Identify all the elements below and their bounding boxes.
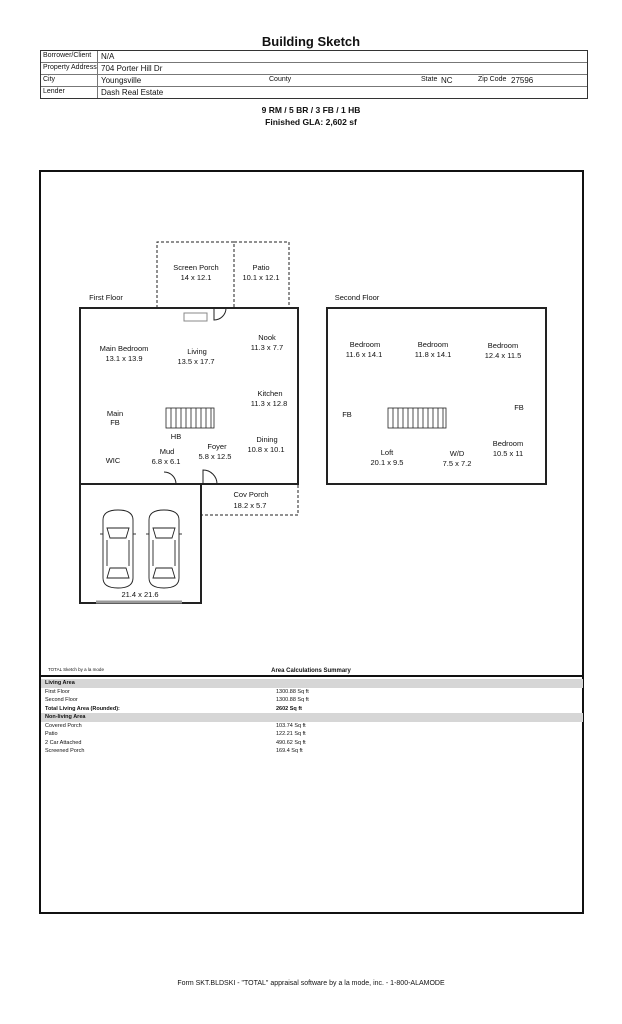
footer: Form SKT.BLDSKI - "TOTAL" appraisal software by a la mode, inc. - 1-800-ALAMODE [177, 980, 445, 987]
area-row-value: 169.4 Sq ft [276, 748, 303, 754]
bedroom-3-label: Bedroom [487, 341, 519, 350]
screen-porch-label: Screen Porch [173, 263, 219, 272]
loft-label: Loft [380, 448, 394, 457]
wd-label: W/D [449, 449, 465, 458]
foyer-dim: 5.8 x 12.5 [198, 452, 232, 461]
area-row-value: 2602 Sq ft [276, 705, 302, 712]
first-floor-label: First Floor [89, 293, 123, 302]
state-value: NC [441, 76, 453, 85]
area-row-name: 2 Car Attached [45, 739, 82, 746]
area-row-name: Covered Porch [45, 722, 82, 729]
car-icon [100, 510, 136, 588]
kitchen-dim: 11.3 x 12.8 [250, 399, 288, 408]
area-row-name: Living Area [45, 680, 75, 686]
area-row [41, 679, 583, 688]
bedroom-1-dim: 11.6 x 14.1 [345, 350, 383, 359]
area-row-name: Screened Porch [45, 748, 85, 754]
area-divider [41, 675, 583, 677]
address-value: 704 Porter Hill Dr [101, 64, 163, 73]
screen-porch-dim: 14 x 12.1 [180, 273, 212, 282]
bedroom-4-dim: 10.5 x 11 [492, 449, 524, 458]
bedroom-4-label: Bedroom [492, 439, 524, 448]
area-summary-header: Area Calculations Summary [271, 668, 351, 674]
lender-label: Lender [43, 88, 65, 95]
main-fb-label: Main [106, 409, 124, 418]
dining-dim: 10.8 x 10.1 [247, 445, 285, 454]
patio-label: Patio [252, 263, 270, 272]
area-row [41, 688, 583, 697]
sketch-credit: TOTAL Sketch by a la mode [48, 667, 104, 672]
fb-upper-right: FB [514, 403, 524, 412]
cov-porch-dim: 18.2 x 5.7 [233, 501, 267, 510]
area-row-name: Second Floor [45, 697, 78, 703]
wic-label: WIC [105, 456, 121, 465]
lender-value: Dash Real Estate [101, 88, 164, 97]
gla-summary: Finished GLA: 2,602 sf [265, 117, 357, 127]
main-bedroom-dim: 13.1 x 13.9 [105, 354, 143, 363]
front-door [203, 470, 217, 484]
bedroom-1-label: Bedroom [349, 340, 381, 349]
cov-porch-outline [201, 484, 298, 515]
address-label: Property Address [43, 64, 97, 71]
zip-value: 27596 [511, 76, 534, 85]
nook-label: Nook [258, 333, 276, 342]
room-summary: 9 RM / 5 BR / 3 FB / 1 HB [261, 105, 361, 115]
mud-dim: 6.8 x 6.1 [151, 457, 181, 466]
area-row-value: 122.21 Sq ft [276, 731, 306, 737]
car-icon [146, 510, 182, 588]
area-row [41, 705, 583, 714]
area-row-value: 1300.88 Sq ft [276, 688, 309, 695]
area-row-value: 103.74 Sq ft [276, 722, 306, 729]
kitchen-label: Kitchen [257, 389, 283, 398]
dining-label: Dining [256, 435, 278, 444]
stairs-second [388, 408, 446, 428]
second-floor-label: Second Floor [334, 293, 380, 302]
main-fb-label-2: FB [110, 418, 120, 427]
stairs-first [166, 408, 214, 428]
main-bedroom-label: Main Bedroom [99, 344, 149, 353]
garage-door-in [164, 472, 176, 484]
area-row [41, 696, 583, 705]
area-row [41, 722, 583, 731]
nook-dim: 11.3 x 7.7 [250, 343, 284, 352]
area-row-name: First Floor [45, 688, 70, 695]
hb-label: HB [170, 432, 182, 441]
mud-label: Mud [159, 447, 175, 456]
city-value: Youngsville [101, 76, 142, 85]
garage-outline [80, 484, 201, 603]
area-row [41, 730, 583, 739]
city-label: City [43, 76, 56, 83]
living-label: Living [187, 347, 207, 356]
zip-label: Zip Code [478, 76, 507, 83]
slider-door [184, 313, 207, 321]
foyer-label: Foyer [207, 442, 227, 451]
borrower-value: N/A [101, 52, 115, 61]
area-row-name: Total Living Area (Rounded): [45, 705, 120, 712]
area-row-name: Non-living Area [45, 714, 86, 720]
cov-porch-label: Cov Porch [233, 490, 269, 499]
garage-dim: 21.4 x 21.6 [121, 590, 159, 599]
patio-door [214, 308, 226, 320]
area-table [41, 679, 583, 756]
area-row-value: 490.62 Sq ft [276, 739, 306, 746]
area-row-name: Patio [45, 731, 58, 737]
area-row-value: 1300.88 Sq ft [276, 697, 309, 703]
county-label: County [269, 76, 292, 83]
loft-dim: 20.1 x 9.5 [370, 458, 404, 467]
patio-dim: 10.1 x 12.1 [242, 273, 280, 282]
borrower-label: Borrower/Client [43, 52, 92, 59]
fb-upper-left: FB [342, 410, 352, 419]
bedroom-2-dim: 11.8 x 14.1 [414, 350, 452, 359]
living-dim: 13.5 x 17.7 [177, 357, 215, 366]
bedroom-2-label: Bedroom [417, 340, 449, 349]
state-label: State [421, 76, 438, 83]
area-row [41, 747, 583, 756]
page-title: Building Sketch [261, 34, 361, 49]
area-row [41, 739, 583, 748]
area-row [41, 713, 583, 722]
bedroom-3-dim: 12.4 x 11.5 [484, 351, 522, 360]
wd-dim: 7.5 x 7.2 [442, 459, 472, 468]
